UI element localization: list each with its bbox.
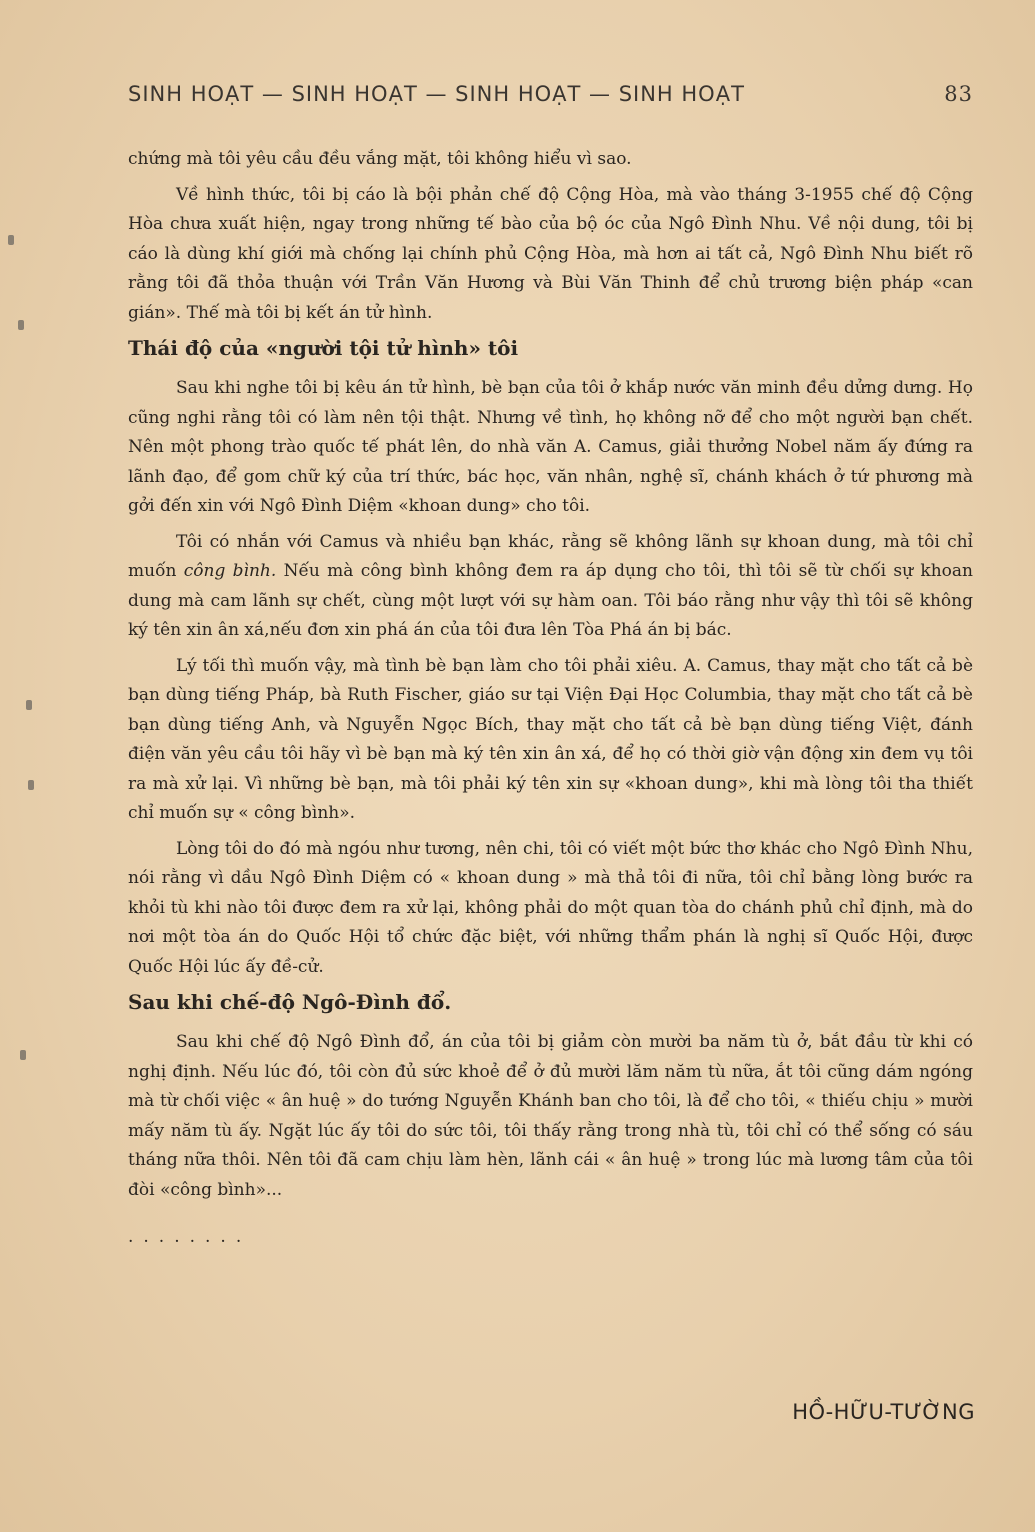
paragraph-4-part-b: Nếu mà công bình không đem ra áp dụng cho tôi, thì tôi sẽ từ chối sự khoan dung mà cam lãnh sự chết, cùng một lượt với sự hàm oan. Tôi báo rằng như vậy thì tôi sẽ không ký tên xin ân xá,nếu đơn xin phá án của tôi đưa lên Tòa Phá án bị bác. [128,561,973,640]
section-heading-2: Sau khi chế-độ Ngô-Đình đổ. [128,990,452,1014]
section-heading-1: Thái độ của «người tội tử hình» tôi [128,336,519,360]
paragraph-4-emphasis: công bình. [183,561,277,581]
paragraph-4-part-a: Tôi có nhắn với Camus và nhiều bạn khác, rằng sẽ không lãnh sự khoan dung, mà tôi chỉ muốn [128,531,973,581]
margin-mark [28,780,34,790]
margin-mark [26,700,32,710]
article-body [128,145,973,1247]
paragraph-2: Về hình thức, tôi bị cáo là bội phản chế độ Cộng Hòa, mà vào tháng 3-1955 chế độ Cộng Hòa chưa xuất hiện, ngay trong những tế bào của bộ óc của Ngô Đình Nhu. Về nội dung, tôi bị cáo là dùng khí giới mà chống lại chính phủ Cộng Hòa, mà hơn ai tất cả, Ngô Đình Nhu biết rõ rằng tôi đã thỏa thuận với Trần Văn Hương và Bùi Văn Thinh để chủ trương biện pháp «can gián». Thế mà tôi bị kết án tử hình. [128,184,973,323]
author-signature: HỒ-HỮU-TƯỜNG [792,1400,975,1424]
running-head-text: SINH HOẠT — SINH HOẠT — SINH HOẠT — SINH HOẠT [128,82,745,106]
page-number: 83 [944,82,973,106]
paragraph-7: Sau khi chế độ Ngô Đình đổ, án của tôi bị giảm còn mười ba năm tù ở, bắt đầu từ khi có nghị định. Nếu lúc đó, tôi còn đủ sức khoẻ để ở đủ mười lăm năm tù nữa, ắt tôi cũng dám ngóng mà từ chối việc « ân huệ » do tướng Nguyễn Khánh ban cho tôi, là để cho tôi, « thiếu chịu » mười mấy năm tù ấy. Ngặt lúc ấy tôi do sức tôi, tôi thấy rằng trong nhà tù, tôi chỉ có thể sống có sáu tháng nữa thôi. Nên tôi đã cam chịu làm hèn, lãnh cái « ân huệ » trong lúc mà lương tâm của tôi đòi «công bình»... [128,1032,973,1200]
paragraph-3: Sau khi nghe tôi bị kêu án tử hình, bè bạn của tôi ở khắp nước văn minh đều dửng dưng. Họ cũng nghi rằng tôi có làm nên tội thật. Nhưng về tình, họ không nỡ để cho một người bạn chết. Nên một phong trào quốc tế phát lên, do nhà văn A. Camus, giải thưởng Nobel năm ấy đứng ra lãnh đạo, để gom chữ ký của trí thức, bác học, văn nhân, nghệ sĩ, chánh khách ở tứ phương mà gởi đến xin với Ngô Đình Diệm «khoan dung» cho tôi. [128,378,973,516]
margin-mark [20,1050,26,1060]
running-header [128,82,973,106]
paragraph-6: Lòng tôi do đó mà ngóu như tương, nên chi, tôi có viết một bức thơ khác cho Ngô Đình Nhu, nói rằng vì dầu Ngô Đình Diệm có « khoan dung » mà thả tôi đi nữa, tôi chỉ bằng lòng bước ra khỏi tù khi nào tôi được đem ra xử lại, không phải do một quan tòa do chánh phủ chỉ định, mà do nơi một tòa án do Quốc Hội tổ chức đặc biệt, với những thẩm phán là nghị sĩ Quốc Hội, được Quốc Hội lúc ấy đề-cử. [128,838,973,977]
margin-mark [8,235,14,245]
paragraph-5: Lý tối thì muốn vậy, mà tình bè bạn làm cho tôi phải xiêu. A. Camus, thay mặt cho tất cả bè bạn dùng tiếng Pháp, bà Ruth Fischer, giáo sư tại Viện Đại Học Columbia, thay mặt cho tất cả bè bạn dùng tiếng Anh, và Nguyễn Ngọc Bích, thay mặt cho tất cả bè bạn dùng tiếng Việt, đánh điện văn yêu cầu tôi hãy vì bè bạn mà ký tên xin ân xá, để họ có thời giờ vận động xin đem vụ tôi ra mà xử lại. Vì những bè bạn, mà tôi phải ký tên xin sự «khoan dung», khi mà lòng tôi tha thiết chỉ muốn sự « công bình». [128,655,973,823]
margin-mark [18,320,24,330]
paragraph-4 [128,528,973,646]
ellipsis-dots: ........ [128,1227,252,1247]
paragraph-1: chứng mà tôi yêu cầu đều vắng mặt, tôi không hiểu vì sao. [128,149,632,169]
